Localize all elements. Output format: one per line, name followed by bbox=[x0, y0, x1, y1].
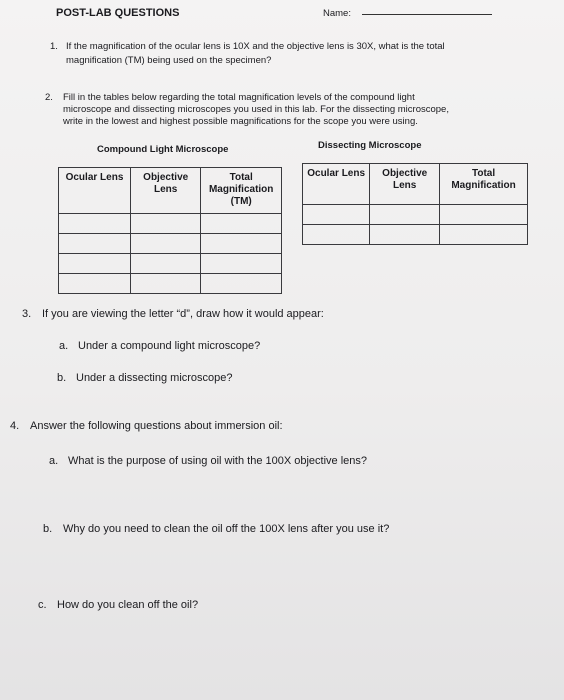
compound-cell-r3-c3[interactable] bbox=[201, 254, 282, 274]
q3b-text: Under a dissecting microscope? bbox=[76, 372, 233, 384]
q1-text-line2: magnification (TM) being used on the specimen? bbox=[66, 55, 272, 66]
compound-microscope-table bbox=[58, 167, 282, 294]
compound-header-total: Total Magnification (TM) bbox=[201, 168, 282, 214]
dissecting-cell-r2-c1[interactable] bbox=[303, 225, 370, 245]
q3-number: 3. bbox=[22, 308, 32, 320]
dissecting-header-ocular: Ocular Lens bbox=[303, 164, 370, 205]
compound-cell-r2-c1[interactable] bbox=[59, 234, 131, 254]
dissecting-cell-r1-c3[interactable] bbox=[440, 205, 528, 225]
dissecting-cell-r2-c3[interactable] bbox=[440, 225, 528, 245]
dissecting-microscope-table bbox=[302, 163, 528, 245]
q1-text-line1: If the magnification of the ocular lens is 10X and the objective lens is 30X, what is the total bbox=[66, 41, 445, 52]
compound-header-objective: Objective Lens bbox=[131, 168, 201, 214]
q4a-text: What is the purpose of using oil with the 100X objective lens? bbox=[68, 455, 368, 467]
compound-cell-r2-c3[interactable] bbox=[201, 234, 282, 254]
q2-number: 2. bbox=[45, 92, 53, 103]
compound-cell-r4-c1[interactable] bbox=[59, 274, 131, 294]
compound-cell-r4-c3[interactable] bbox=[201, 274, 282, 294]
q4b-label: b. bbox=[43, 523, 53, 535]
q3-text: If you are viewing the letter “d”, draw how it would appear: bbox=[42, 308, 324, 320]
q3a-label: a. bbox=[59, 340, 69, 352]
compound-cell-r1-c3[interactable] bbox=[201, 214, 282, 234]
q4c-text: How do you clean off the oil? bbox=[57, 599, 199, 611]
compound-cell-r1-c2[interactable] bbox=[131, 214, 201, 234]
q4-number: 4. bbox=[10, 420, 20, 432]
compound-table-title: Compound Light Microscope bbox=[97, 144, 229, 155]
dissecting-cell-r2-c2[interactable] bbox=[370, 225, 440, 245]
q3b-label: b. bbox=[57, 372, 67, 384]
name-field[interactable] bbox=[362, 14, 492, 15]
dissecting-cell-r1-c1[interactable] bbox=[303, 205, 370, 225]
name-label: Name: bbox=[323, 8, 351, 19]
dissecting-header-total: Total Magnification bbox=[440, 164, 528, 205]
q2-text-line2: microscope and dissecting microscopes you used in this lab. For the dissecting microscope, bbox=[63, 104, 449, 115]
dissecting-cell-r1-c2[interactable] bbox=[370, 205, 440, 225]
compound-cell-r4-c2[interactable] bbox=[131, 274, 201, 294]
q4-text: Answer the following questions about immersion oil: bbox=[30, 420, 283, 432]
compound-header-ocular: Ocular Lens bbox=[59, 168, 131, 214]
q4c-label: c. bbox=[38, 599, 47, 611]
dissecting-header-objective: Objective Lens bbox=[370, 164, 440, 205]
compound-cell-r2-c2[interactable] bbox=[131, 234, 201, 254]
q1-number: 1. bbox=[50, 41, 58, 52]
q3a-text: Under a compound light microscope? bbox=[78, 340, 261, 352]
dissecting-table-title: Dissecting Microscope bbox=[318, 140, 422, 151]
q4b-text: Why do you need to clean the oil off the 100X lens after you use it? bbox=[63, 523, 390, 535]
compound-cell-r3-c2[interactable] bbox=[131, 254, 201, 274]
compound-cell-r3-c1[interactable] bbox=[59, 254, 131, 274]
page-title: POST-LAB QUESTIONS bbox=[56, 7, 180, 19]
q2-text-line1: Fill in the tables below regarding the total magnification levels of the compound light bbox=[63, 92, 415, 103]
q4a-label: a. bbox=[49, 455, 59, 467]
compound-cell-r1-c1[interactable] bbox=[59, 214, 131, 234]
q2-text-line3: write in the lowest and highest possible magnifications for the scope you were using. bbox=[63, 116, 418, 127]
